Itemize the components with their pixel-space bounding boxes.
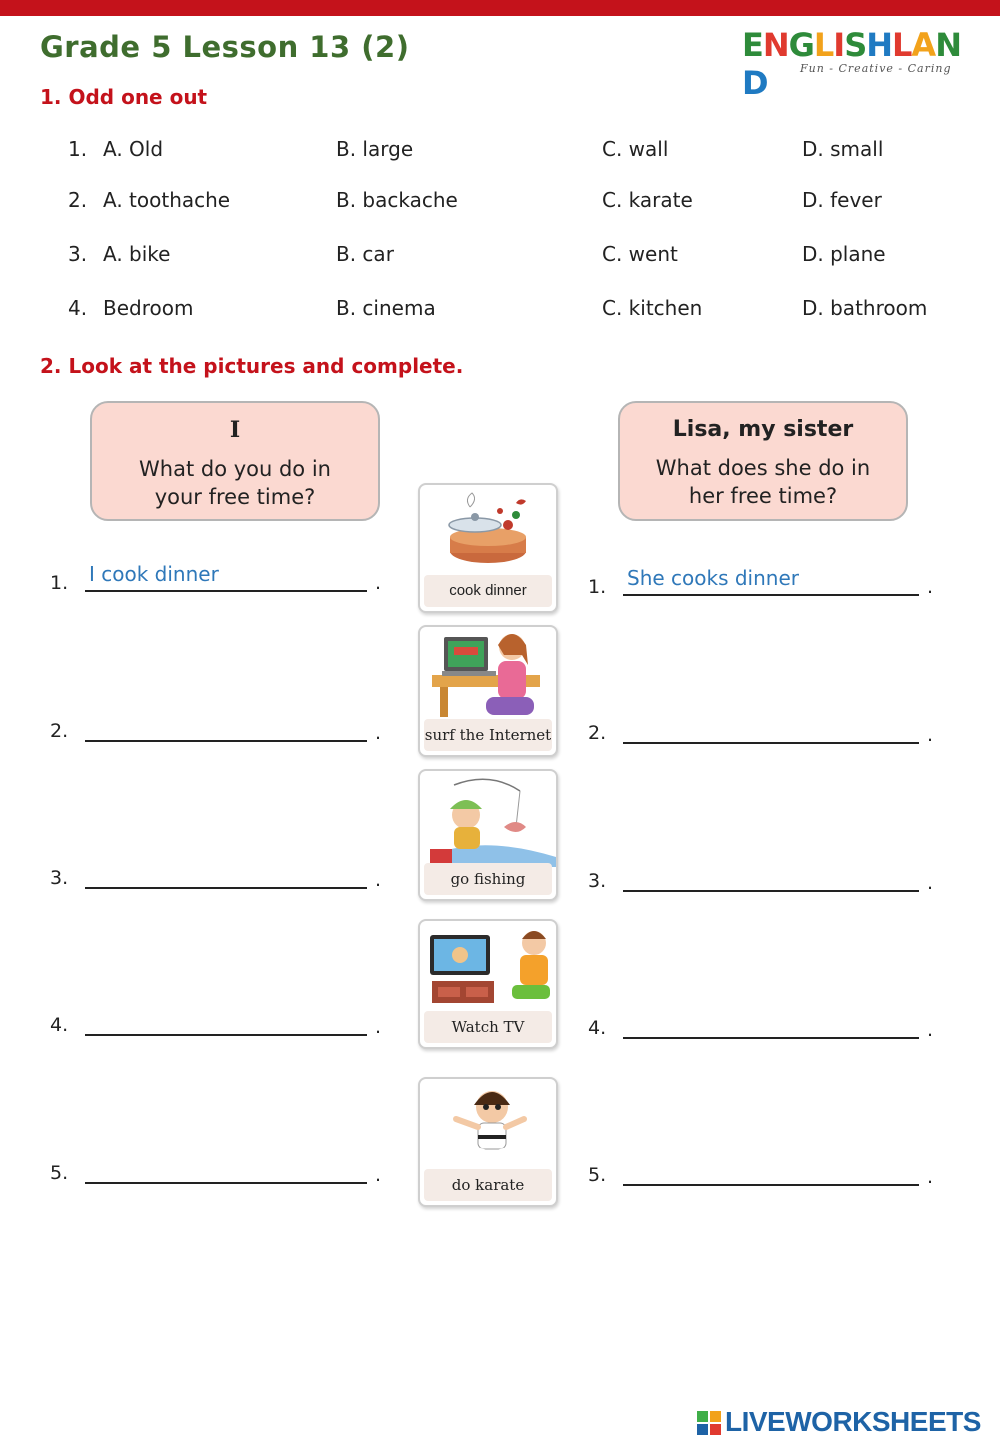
picture-card-watch-tv	[418, 919, 558, 1049]
right-answer-row	[588, 710, 938, 750]
answer-period: .	[375, 1164, 382, 1186]
question-row	[68, 296, 968, 326]
answer-field[interactable]	[623, 710, 919, 744]
left-answer-row	[50, 855, 390, 895]
answer-number: 2.	[588, 722, 607, 744]
picture-card-do-karate	[418, 1077, 558, 1207]
option-b: B. car	[336, 242, 394, 266]
option-c: C. kitchen	[602, 296, 703, 320]
right-answer-row	[588, 858, 938, 898]
option-d: D. bathroom	[802, 296, 928, 320]
question-number: 1.	[68, 137, 88, 161]
fishing-boy-icon	[420, 771, 556, 867]
answer-period: .	[927, 576, 934, 598]
option-a: Bedroom	[103, 296, 194, 320]
answer-field[interactable]	[85, 1002, 367, 1036]
logo-letter: H	[866, 26, 893, 64]
picture-card-cook-dinner	[418, 483, 558, 613]
card-label: Watch TV	[424, 1011, 552, 1043]
right-speech-bubble	[618, 401, 908, 521]
option-b: B. backache	[336, 188, 458, 212]
liveworksheets-squares-icon	[697, 1411, 721, 1435]
page-title: Grade 5 Lesson 13 (2)	[40, 30, 410, 64]
option-a: A. bike	[103, 242, 171, 266]
answer-text: She cooks dinner	[627, 566, 799, 590]
logo-letter: A	[911, 26, 936, 64]
answer-field[interactable]	[623, 858, 919, 892]
option-b: B. cinema	[336, 296, 436, 320]
answer-field[interactable]	[85, 558, 367, 592]
answer-number: 2.	[50, 720, 69, 742]
question-row	[68, 188, 968, 218]
bubble-title: Lisa, my sister	[672, 417, 854, 442]
card-label: do karate	[424, 1169, 552, 1201]
logo-letter: I	[833, 26, 845, 64]
bubble-question	[620, 454, 906, 510]
answer-period: .	[375, 572, 382, 594]
option-a: A. Old	[103, 137, 164, 161]
left-answer-row	[50, 558, 390, 598]
answer-period: .	[375, 722, 382, 744]
answer-number: 4.	[50, 1014, 69, 1036]
section2-heading: 2. Look at the pictures and complete.	[40, 354, 464, 378]
option-d: D. small	[802, 137, 884, 161]
logo-letter: S	[844, 26, 867, 64]
answer-number: 5.	[50, 1162, 69, 1184]
logo-tagline: Fun - Creative - Caring	[800, 62, 952, 75]
logo-letter: N	[762, 26, 789, 64]
cooking-pot-icon	[420, 485, 556, 575]
answer-number: 5.	[588, 1164, 607, 1186]
question-number: 2.	[68, 188, 88, 212]
answer-field[interactable]	[623, 562, 919, 596]
answer-period: .	[375, 1016, 382, 1038]
laptop-girl-icon	[420, 627, 556, 723]
question-row	[68, 242, 968, 272]
question-number: 3.	[68, 242, 88, 266]
logo-letter: L	[892, 26, 912, 64]
bubble-question-line: your free time?	[154, 485, 316, 509]
picture-card-surf-internet	[418, 625, 558, 757]
answer-field[interactable]	[85, 708, 367, 742]
right-answer-row	[588, 1005, 938, 1045]
card-label: surf the Internet	[424, 719, 552, 751]
answer-field[interactable]	[623, 1005, 919, 1039]
bubble-title: I	[229, 417, 241, 443]
answer-number: 3.	[588, 870, 607, 892]
section1-heading: 1. Odd one out	[40, 85, 208, 109]
left-answer-row	[50, 1002, 390, 1042]
logo-letter: E	[742, 26, 763, 64]
bubble-question-line: What does she do in	[655, 456, 871, 480]
left-answer-row	[50, 708, 390, 748]
option-a: A. toothache	[103, 188, 231, 212]
logo-letter: L	[813, 26, 834, 64]
option-b: B. large	[336, 137, 414, 161]
bubble-question	[92, 455, 378, 511]
englishland-logo	[742, 26, 972, 102]
picture-card-go-fishing	[418, 769, 558, 901]
bubble-question-line: her free time?	[688, 484, 838, 508]
answer-field[interactable]	[85, 1150, 367, 1184]
option-d: D. plane	[802, 242, 886, 266]
question-number: 4.	[68, 296, 88, 320]
option-c: C. karate	[602, 188, 693, 212]
logo-letter: G	[788, 26, 814, 64]
card-label: cook dinner	[424, 575, 552, 607]
karate-girl-icon	[420, 1079, 556, 1171]
liveworksheets-wordmark: LIVEWORKSHEETS	[725, 1406, 981, 1437]
logo-letter: N	[935, 26, 961, 64]
answer-field[interactable]	[623, 1152, 919, 1186]
answer-period: .	[927, 1166, 934, 1188]
card-label: go fishing	[424, 863, 552, 895]
option-c: C. went	[602, 242, 678, 266]
left-speech-bubble	[90, 401, 380, 521]
answer-period: .	[927, 872, 934, 894]
question-row	[68, 137, 968, 167]
answer-number: 1.	[588, 576, 607, 598]
right-answer-row	[588, 1152, 938, 1192]
answer-period: .	[927, 1019, 934, 1041]
option-c: C. wall	[602, 137, 669, 161]
answer-field[interactable]	[85, 855, 367, 889]
liveworksheets-logo	[697, 1406, 997, 1440]
right-answer-row	[588, 562, 938, 602]
answer-number: 1.	[50, 572, 69, 594]
answer-period: .	[375, 869, 382, 891]
left-answer-row	[50, 1150, 390, 1190]
answer-text: I cook dinner	[89, 562, 219, 586]
answer-number: 4.	[588, 1017, 607, 1039]
option-d: D. fever	[802, 188, 882, 212]
bubble-question-line: What do you do in	[139, 457, 331, 481]
answer-number: 3.	[50, 867, 69, 889]
top-red-bar	[0, 0, 1000, 16]
logo-letter: D	[742, 64, 768, 102]
answer-period: .	[927, 724, 934, 746]
tv-boy-icon	[420, 921, 556, 1013]
